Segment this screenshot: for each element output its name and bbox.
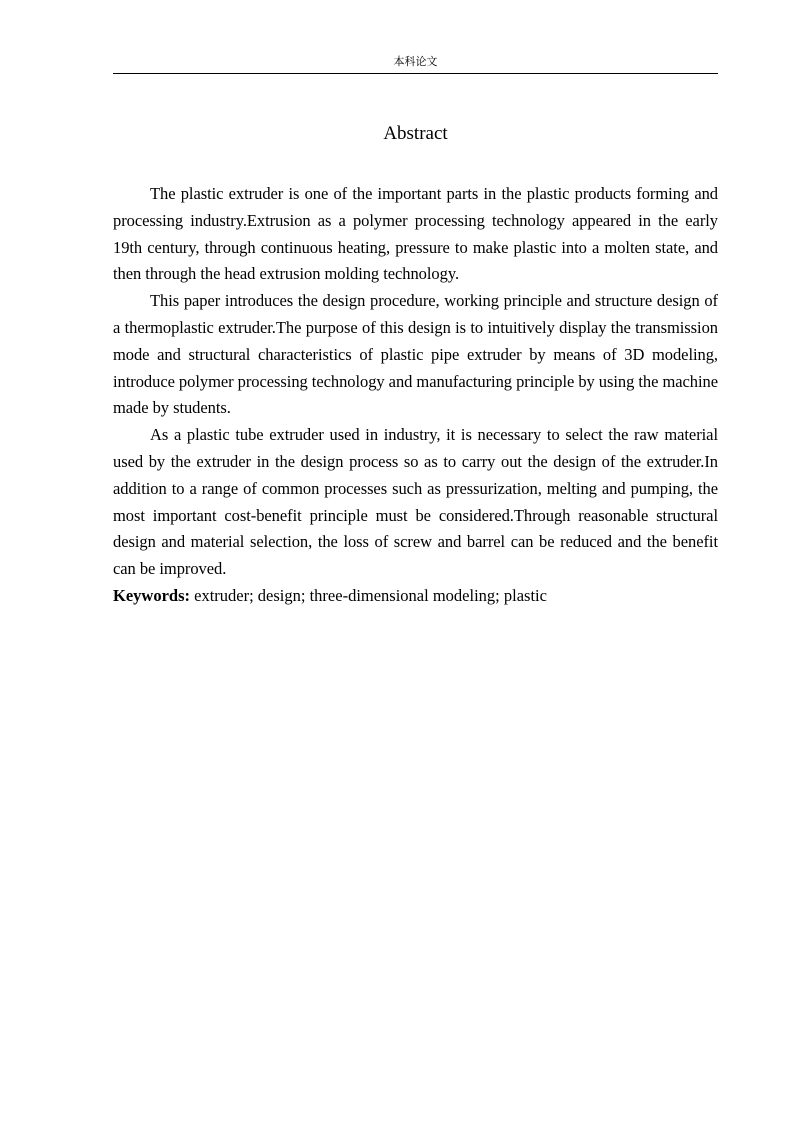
abstract-title: Abstract bbox=[383, 123, 448, 144]
running-header: 本科论文 bbox=[393, 55, 438, 68]
keywords-line bbox=[113, 583, 718, 610]
header-rule bbox=[113, 73, 718, 74]
keywords-text: extruder; design; three-dimensional modeling; plastic bbox=[190, 585, 547, 605]
abstract-paragraph-1: The plastic extruder is one of the important parts in the plastic products forming and processing industry.Extrusion as a polymer processing technology appeared in the early 19th century, through continuous heating, pressure to make plastic into a molten state, and then through the head extrusion molding technology. bbox=[113, 184, 718, 284]
abstract-body bbox=[113, 181, 718, 610]
keywords-label: Keywords: bbox=[113, 585, 190, 605]
abstract-paragraph-2: This paper introduces the design procedure, working principle and structure design of a thermoplastic extruder.The purpose of this design is to intuitively display the transmission mode and structural characteristics of plastic pipe extruder by means of 3D modeling, introduce polymer processing technology and manufacturing principle by using the machine made by students. bbox=[113, 291, 719, 418]
abstract-paragraph-3: As a plastic tube extruder used in industry, it is necessary to select the raw material used by the extruder in the design process so as to carry out the design of the extruder.In addition to a range of common processes such as pressurization, melting and pumping, the most important cost-benefit principle must be considered.Through reasonable structural design and material selection, the loss of screw and barrel can be reduced and the benefit can be improved. bbox=[113, 425, 718, 579]
